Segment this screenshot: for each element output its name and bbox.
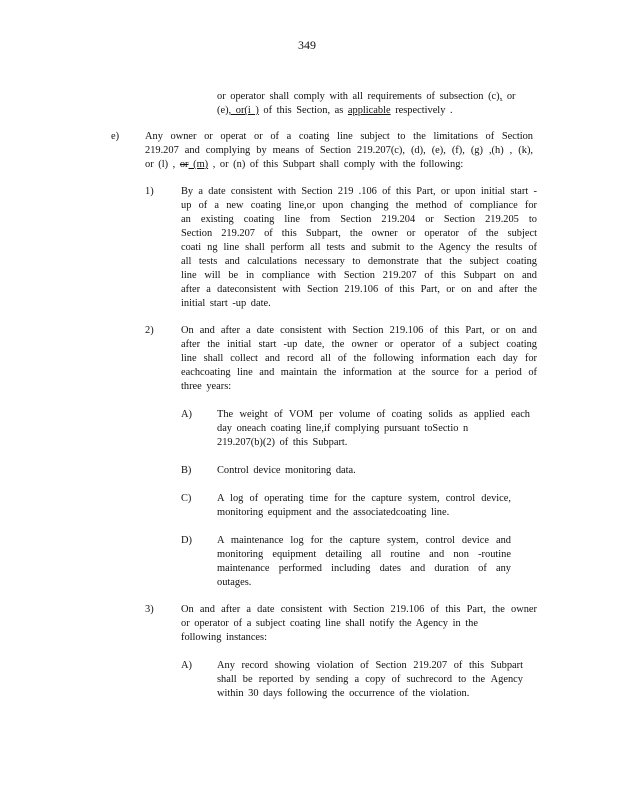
paragraph-line: after the initial start -up date, the owner or operator of a subject coating [181, 339, 537, 350]
page-number: 349 [298, 38, 316, 52]
text-run: of this Section, as [258, 105, 348, 116]
subitem-2c-text [217, 492, 511, 520]
paragraph-line: Section 219.207 of this Subpart, the owner or operator of the subject [181, 228, 537, 239]
paragraph-line: within 30 days following the occurrence of the violation. [217, 688, 470, 699]
paragraph-line: A log of operating time for the capture system, control device, [217, 493, 511, 504]
paragraph-line: day oneach coating line,if complying pursuant toSectio n [217, 423, 469, 434]
paragraph-line: shall be reported by sending a copy of suchrecord to the Agency [217, 674, 523, 685]
paragraph-line: outages. [217, 577, 252, 588]
paragraph-line: after a dateconsistent with Section 219.106 of this Part, or on and after the [181, 284, 537, 295]
subitem-2b-text [217, 464, 530, 478]
inserted-text: , or(i ) [228, 105, 259, 116]
paragraph-line: initial start -up date. [181, 298, 271, 309]
paragraph-line: maintenance performed including dates and duration of any [217, 563, 511, 574]
item-3-text [181, 603, 537, 645]
paragraph-line: eachcoating line and maintain the information at the source for a period of [181, 367, 537, 378]
inserted-text: , [499, 91, 503, 102]
text-run: or [502, 91, 516, 102]
subitem-2d-text [217, 534, 511, 590]
text-run: , or (n) of this Subpart shall comply with the following: [208, 159, 464, 170]
paragraph-line: an existing coating line from Section 219.204 or Section 219.205 to [181, 214, 537, 225]
paragraph-line: up of a new coating line,or upon changing the method of compliance for [181, 200, 537, 211]
paragraph-line: Any owner or operat or of a coating line subject to the limitations of Section [145, 131, 533, 142]
paragraph-line: On and after a date consistent with Section 219.106 of this Part, or on and [181, 325, 537, 336]
inserted-text: applicable [347, 105, 391, 116]
subitem-3a-text [217, 659, 523, 701]
subsection-e-text [145, 130, 533, 172]
paragraph-line: line shall collect and record all of the following information each day for [181, 353, 537, 364]
item-marker: 3) [145, 604, 154, 615]
item-marker: 2) [145, 325, 154, 336]
paragraph-line: monitoring equipment and the associatedcoating line. [217, 507, 450, 518]
item-1-text [181, 185, 537, 311]
continuation-line [217, 104, 537, 118]
continuation-line [217, 90, 537, 104]
paragraph-line: Any record showing violation of Section 219.207 of this Subpart [217, 660, 523, 671]
inserted-text: (m) [188, 159, 209, 170]
text-run: or (l) , [145, 159, 180, 170]
paragraph-line: A maintenance log for the capture system, control device and [217, 535, 511, 546]
paragraph-line: By a date consistent with Section 219 .106 of this Part, or upon initial start - [181, 186, 537, 197]
subsection-marker: e) [111, 131, 120, 142]
continuation-paragraph [217, 90, 537, 118]
paragraph-line [145, 158, 533, 172]
text-run: respectively . [390, 105, 453, 116]
paragraph-line: Control device monitoring data. [217, 465, 356, 476]
paragraph-line: 219.207 and complying by means of Section 219.207(c), (d), (e), (f), (g) ,(h) , (k), [145, 145, 533, 156]
paragraph-line: line will be in compliance with Section 219.207 of this Subpart on and [181, 270, 537, 281]
subitem-2a-text [217, 408, 530, 450]
paragraph-line: following instances: [181, 632, 267, 643]
paragraph-line: all tests and calculations necessary to demonstrate that the subject coating [181, 256, 537, 267]
paragraph-line: coati ng line shall perform all tests and submit to the Agency the results of [181, 242, 537, 253]
subitem-marker: C) [181, 493, 192, 504]
subitem-marker: A) [181, 409, 192, 420]
paragraph-line: monitoring equipment detailing all routine and non -routine [217, 549, 511, 560]
paragraph-line: 219.207(b)(2) of this Subpart. [217, 437, 348, 448]
struck-text: or [179, 159, 189, 170]
paragraph-line: On and after a date consistent with Section 219.106 of this Part, the owner [181, 604, 537, 615]
paragraph-line: or operator of a subject coating line shall notify the Agency in the [181, 618, 478, 629]
subitem-marker: D) [181, 535, 192, 546]
paragraph-line: The weight of VOM per volume of coating solids as applied each [217, 409, 530, 420]
subitem-marker: A) [181, 660, 192, 671]
text-run: or operator shall comply with all requirements of subsection (c) [217, 91, 500, 102]
text-run: (e) [217, 105, 229, 116]
item-2-text [181, 324, 537, 394]
subitem-marker: B) [181, 465, 192, 476]
item-marker: 1) [145, 186, 154, 197]
paragraph-line: three years: [181, 381, 232, 392]
